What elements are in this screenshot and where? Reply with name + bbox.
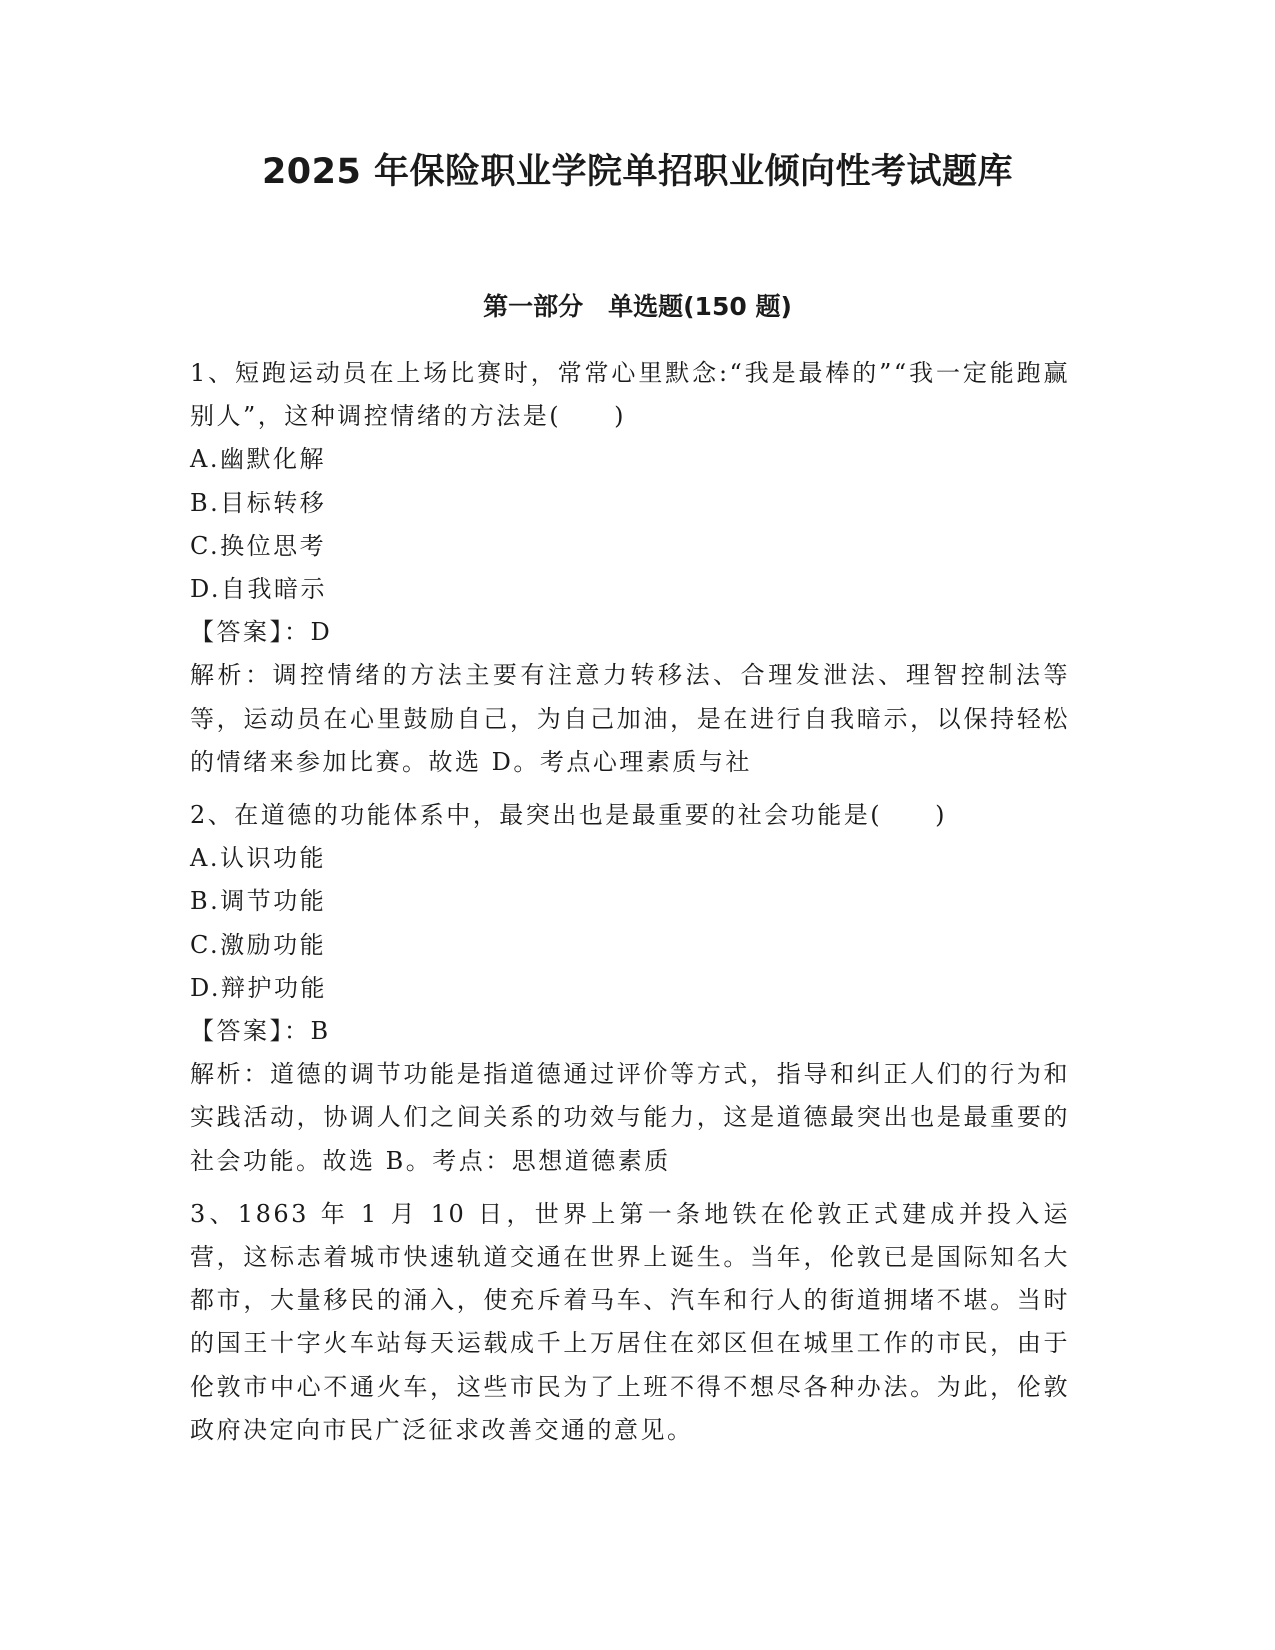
question-item [190, 352, 1070, 784]
question-item [190, 794, 1070, 1183]
option-d: D.自我暗示 [190, 575, 328, 604]
option-a: A.幽默化解 [190, 445, 326, 474]
question-item [190, 1193, 1070, 1452]
option-d: D.辩护功能 [190, 973, 328, 1002]
question-stem: 1、短跑运动员在上场比赛时，常常心里默念:“我是最棒的”“我一定能跑赢别人”，这种调控情绪的方法是( ) [190, 359, 1070, 431]
option-c: C.换位思考 [190, 531, 327, 560]
option-b: B.调节功能 [190, 887, 327, 916]
answer-line: 【答案】：D [190, 618, 333, 647]
option-a: A.认识功能 [190, 844, 326, 873]
answer-line: 【答案】：B [190, 1017, 331, 1046]
question-list [190, 352, 1070, 1462]
option-b: B.目标转移 [190, 488, 327, 517]
analysis-text: 解析：道德的调节功能是指道德通过评价等方式，指导和纠正人们的行为和实践活动，协调人们之间关系的功效与能力，这是道德最突出也是最重要的社会功能。故选 B。考点：思想道德素质 [190, 1060, 1070, 1175]
analysis-text: 解析：调控情绪的方法主要有注意力转移法、合理发泄法、理智控制法等等，运动员在心里鼓励自己，为自己加油，是在进行自我暗示，以保持轻松的情绪来参加比赛。故选 D。考点心理素质与社 [190, 661, 1070, 776]
section-heading: 第一部分 单选题(150 题) [483, 292, 792, 321]
question-stem: 3、1863 年 1 月 10 日，世界上第一条地铁在伦敦正式建成并投入运营，这标志着城市快速轨道交通在世界上诞生。当年，伦敦已是国际知名大都市，大量移民的涌入，使充斥着马车、汽车和行人的街道拥堵不堪。当时的国王十字火车站每天运载成千上万居住在郊区但在城里工作的市民，由于伦敦市中心不通火车，这些市民为了上班不得不想尽各种办法。为此，伦敦政府决定向市民广泛征求改善交通的意见。 [190, 1199, 1070, 1444]
question-stem: 2、在道德的功能体系中，最突出也是最重要的社会功能是( ) [190, 801, 947, 830]
option-c: C.激励功能 [190, 930, 327, 959]
document-title: 2025 年保险职业学院单招职业倾向性考试题库 [261, 152, 1014, 192]
